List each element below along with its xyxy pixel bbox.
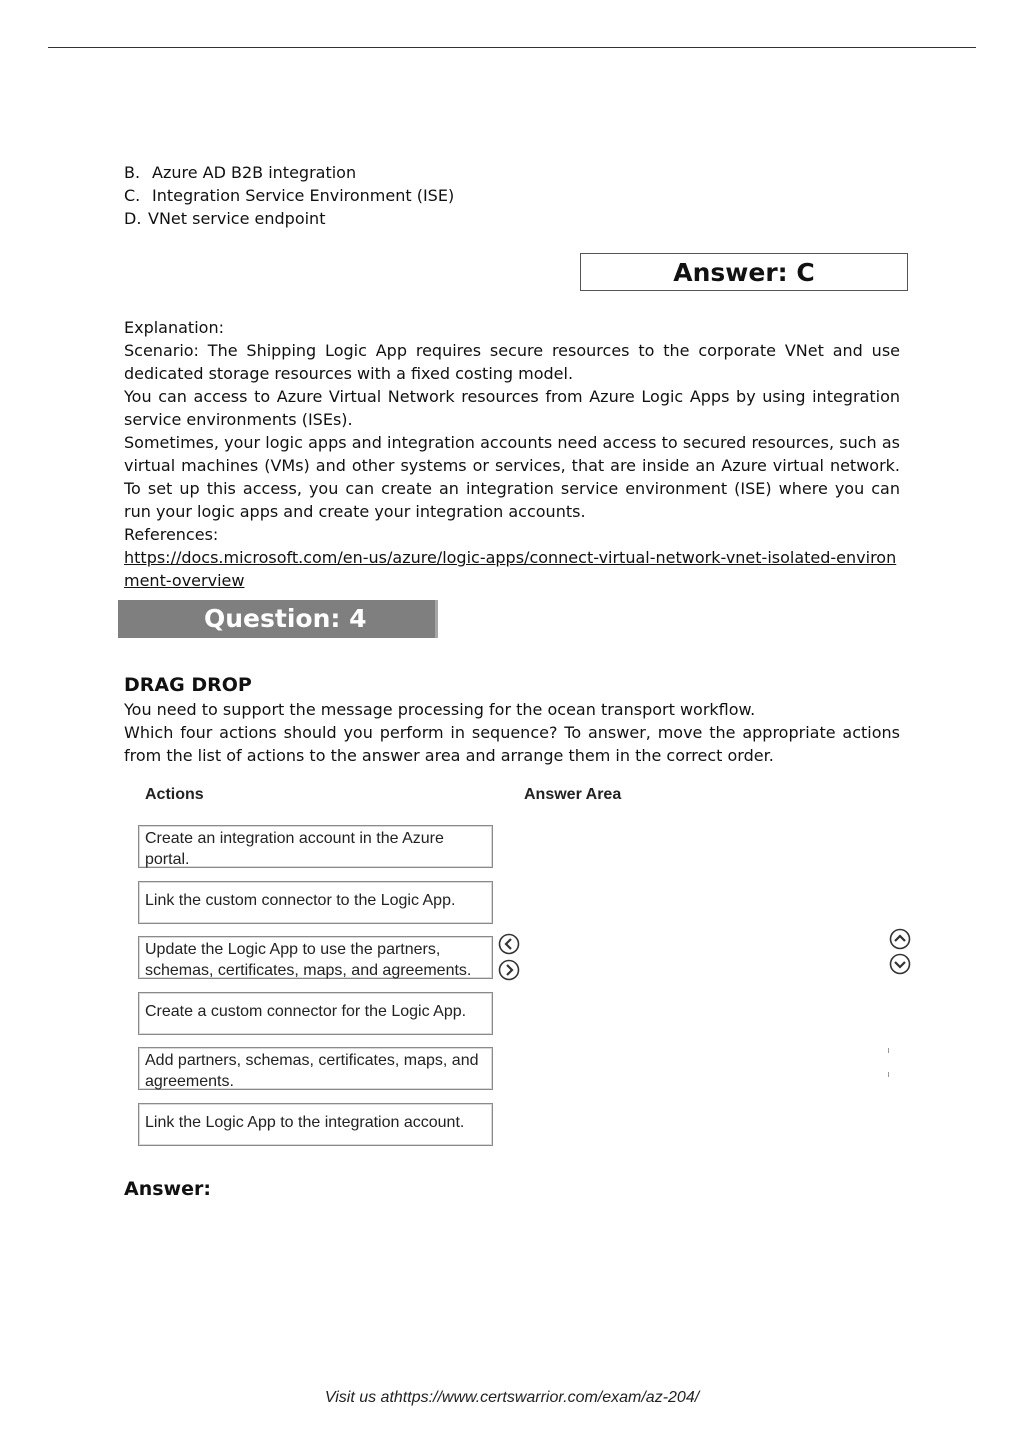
header-rule	[48, 47, 976, 48]
drag-drop-exhibit	[130, 780, 930, 1160]
question-line: Which four actions should you perform in sequence? To answer, move the appropriate actions from the list of actions to the answer area and arrange them in the correct order.	[124, 723, 900, 765]
explanation-scenario: Scenario: The Shipping Logic App requires secure resources to the corporate VNet and use dedicated storage resources with a fixed costing model.	[124, 341, 900, 383]
question-title: Question: 4	[204, 604, 367, 633]
answer-box: Answer: C	[580, 253, 908, 291]
action-item[interactable]: Add partners, schemas, certificates, maps, and agreements.	[138, 1047, 493, 1090]
option-text: VNet service endpoint	[148, 209, 326, 228]
option-letter: C.	[124, 186, 141, 205]
answer-label: Answer:	[124, 1178, 211, 1200]
action-item[interactable]: Create a custom connector for the Logic App.	[138, 992, 493, 1035]
explanation	[124, 316, 900, 592]
chevron-up-circle-icon[interactable]	[889, 928, 911, 950]
action-item[interactable]: Link the custom connector to the Logic App.	[138, 881, 493, 924]
option-c	[124, 184, 900, 207]
chevron-left-circle-icon[interactable]	[498, 933, 520, 955]
actions-header: Actions	[145, 786, 204, 803]
action-item[interactable]: Create an integration account in the Azure portal.	[138, 825, 493, 868]
answer-options	[124, 161, 900, 230]
option-d	[124, 207, 900, 230]
action-item[interactable]: Update the Logic App to use the partners, schemas, certificates, maps, and agreements.	[138, 936, 493, 979]
footer: Visit us athttps://www.certswarrior.com/exam/az-204/	[324, 1389, 700, 1406]
chevron-right-circle-icon[interactable]	[498, 959, 520, 981]
option-letter: B.	[124, 163, 141, 182]
option-text: Azure AD B2B integration	[152, 163, 357, 182]
question-line: You need to support the message processing for the ocean transport workflow.	[124, 700, 756, 719]
question-title-bar	[118, 600, 438, 638]
answer-slot-marker	[888, 1072, 889, 1077]
answer-slot-marker	[888, 1048, 889, 1053]
action-item[interactable]: Link the Logic App to the integration account.	[138, 1103, 493, 1146]
explanation-heading: Explanation:	[124, 318, 224, 337]
chevron-down-circle-icon[interactable]	[889, 953, 911, 975]
answer-area-header: Answer Area	[524, 786, 622, 803]
option-b	[124, 161, 900, 184]
question-type: DRAG DROP	[124, 674, 252, 696]
explanation-paragraph: Sometimes, your logic apps and integration accounts need access to secured resources, such as virtual machines (VMs) and other systems or services, that are inside an Azure virtual network. To set up this access, you can create an integration service environment (ISE) where you can run your logic apps and create your integration accounts.	[124, 433, 900, 521]
option-text: Integration Service Environment (ISE)	[152, 186, 455, 205]
reference-link[interactable]: https://docs.microsoft.com/en-us/azure/logic-apps/connect-virtual-network-vnet-isolated-environment-overview	[124, 548, 897, 590]
question-body	[124, 672, 900, 767]
references-label: References:	[124, 525, 219, 544]
explanation-paragraph: You can access to Azure Virtual Network resources from Azure Logic Apps by using integration service environments (ISEs).	[124, 387, 900, 429]
option-letter: D.	[124, 209, 142, 228]
